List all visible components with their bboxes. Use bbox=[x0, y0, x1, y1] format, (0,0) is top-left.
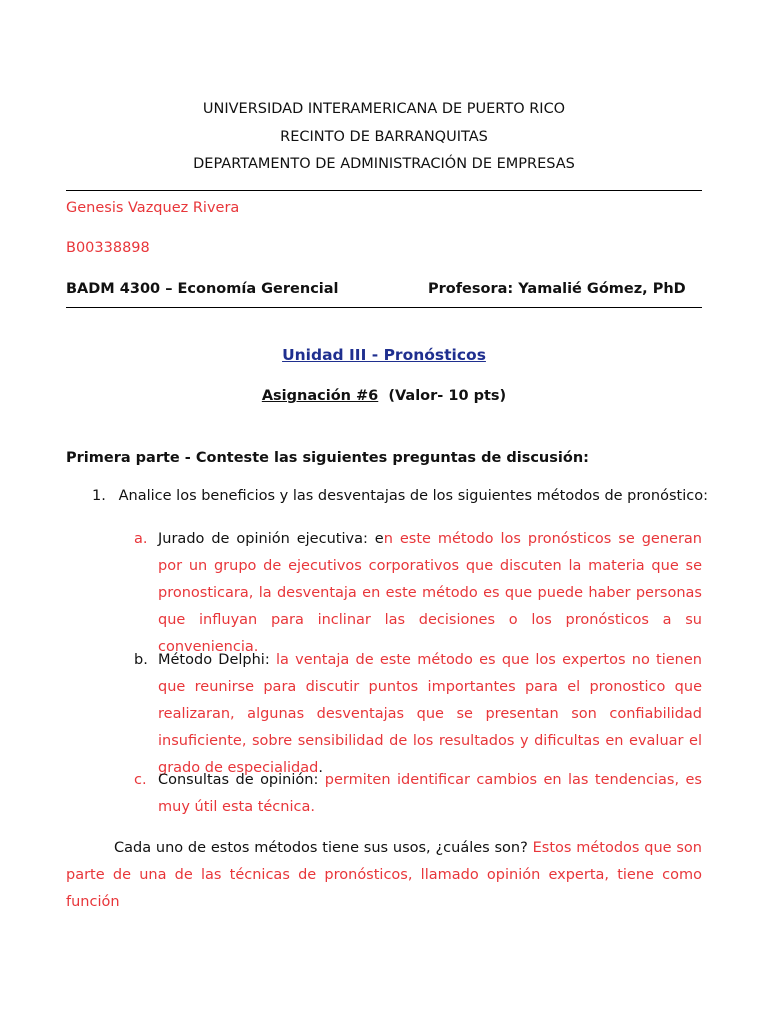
university-name: UNIVERSIDAD INTERAMERICANA DE PUERTO RICO bbox=[202, 101, 566, 117]
item-marker: a. bbox=[134, 531, 148, 547]
list-item-a bbox=[134, 526, 702, 661]
item-label: Jurado de opinión ejecutiva: e bbox=[158, 531, 384, 547]
item-marker: c. bbox=[134, 772, 147, 788]
question-text: Analice los beneficios y las desventajas de los siguientes métodos de pronóstico: bbox=[118, 488, 708, 504]
assignment-value: (Valor- 10 pts) bbox=[388, 388, 507, 404]
paragraph-answer: Estos métodos que son parte de una de las técnicas de pronósticos, llamado opinión experta, tiene como función bbox=[66, 840, 702, 910]
course-line bbox=[66, 281, 702, 297]
item-label: Método Delphi: bbox=[158, 652, 276, 668]
part-heading: Primera parte - Conteste las siguientes preguntas de discusión: bbox=[66, 450, 589, 466]
campus-name: RECINTO DE BARRANQUITAS bbox=[280, 128, 488, 145]
item-marker: b. bbox=[134, 652, 148, 668]
item-answer: permiten identificar cambios en las tendencias, es muy útil esta técnica. bbox=[158, 772, 702, 815]
course-divider bbox=[66, 307, 702, 308]
list-item-c bbox=[134, 767, 702, 821]
question-1 bbox=[92, 488, 708, 504]
student-id: B00338898 bbox=[66, 240, 150, 256]
student-name: Genesis Vazquez Rivera bbox=[66, 200, 240, 216]
assignment-title bbox=[0, 388, 768, 404]
item-label: Consultas de opinión: bbox=[158, 772, 325, 788]
course-code: BADM 4300 – Economía Gerencial bbox=[66, 281, 339, 297]
unit-title bbox=[0, 346, 768, 364]
item-answer: la ventaja de este método es que los expertos no tienen que reunirse para discutir puntos importantes para el pronostico que realizaran, algunas desventajas que se presentan son confiabilidad insuficiente, sobre sensibilidad de los resultados y dificultas en evaluar el grado de especialidad bbox=[158, 652, 702, 776]
assignment-label: Asignación #6 bbox=[261, 388, 379, 404]
professor-name: Profesora: Yamalié Gómez, PhD bbox=[428, 281, 686, 297]
unit-title-text: Unidad III - Pronósticos bbox=[282, 346, 486, 364]
header-divider bbox=[66, 190, 702, 191]
question-number: 1. bbox=[92, 488, 106, 504]
item-tail: . bbox=[318, 760, 323, 776]
discussion-paragraph bbox=[66, 835, 702, 916]
paragraph-question: Cada uno de estos métodos tiene sus usos, ¿cuáles son? bbox=[114, 840, 533, 856]
department-name: DEPARTAMENTO DE ADMINISTRACIÓN DE EMPRESAS bbox=[193, 156, 575, 172]
institution-header bbox=[0, 96, 768, 179]
item-answer: n este método los pronósticos se generan por un grupo de ejecutivos corporativos que discuten la materia que se pronosticara, la desventaja en este método es que puede haber personas que influyan para inclinar las decisiones o los pronósticos a su conveniencia. bbox=[158, 531, 702, 655]
list-item-b bbox=[134, 647, 702, 782]
